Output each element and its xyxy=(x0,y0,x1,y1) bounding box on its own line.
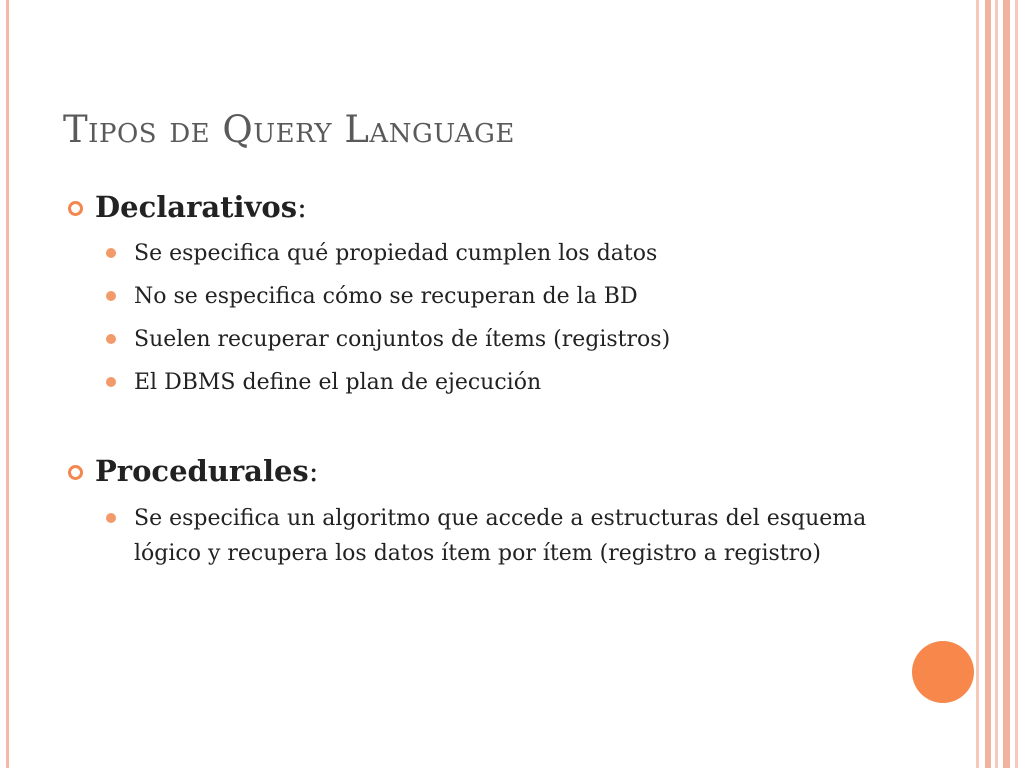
orange-circle-decoration xyxy=(912,641,974,703)
circle-bullet-icon xyxy=(68,465,83,480)
section-heading-procedurales xyxy=(68,454,319,488)
section-heading-colon: : xyxy=(308,454,319,488)
slide-title: Tipos de Query Language xyxy=(63,108,515,151)
frame-right-line-2 xyxy=(985,0,991,768)
list-item-text: Se especifica un algoritmo que accede a estructuras del esquema lógico y recupera los datos ítem por ítem (registro a registro) xyxy=(134,506,867,566)
list-item xyxy=(106,279,826,314)
dot-bullet-icon xyxy=(106,513,116,523)
dot-bullet-icon xyxy=(106,334,116,344)
section-heading-colon: : xyxy=(297,190,307,224)
section-heading-declarativos xyxy=(68,190,307,224)
section-heading-text: Procedurales xyxy=(95,454,309,488)
list-item xyxy=(106,236,826,271)
list-item xyxy=(106,365,826,400)
list-item-text: El DBMS define el plan de ejecución xyxy=(134,370,542,395)
frame-right-line-3 xyxy=(995,0,998,768)
circle-bullet-icon xyxy=(68,201,83,216)
frame-right-line-1 xyxy=(976,0,979,768)
dot-bullet-icon xyxy=(106,291,116,301)
list-item-text: Se especifica qué propiedad cumplen los datos xyxy=(134,241,658,266)
list-item-text: Suelen recuperar conjuntos de ítems (registros) xyxy=(134,327,671,352)
list-item xyxy=(106,322,826,357)
dot-bullet-icon xyxy=(106,248,116,258)
dot-bullet-icon xyxy=(106,377,116,387)
frame-right-line-4 xyxy=(1003,0,1010,768)
frame-left-line xyxy=(6,0,9,768)
section-heading-text: Declarativos xyxy=(95,190,298,224)
frame-right-line-5 xyxy=(1015,0,1018,768)
list-item xyxy=(106,501,886,571)
list-item-text: No se especifica cómo se recuperan de la BD xyxy=(134,284,638,309)
